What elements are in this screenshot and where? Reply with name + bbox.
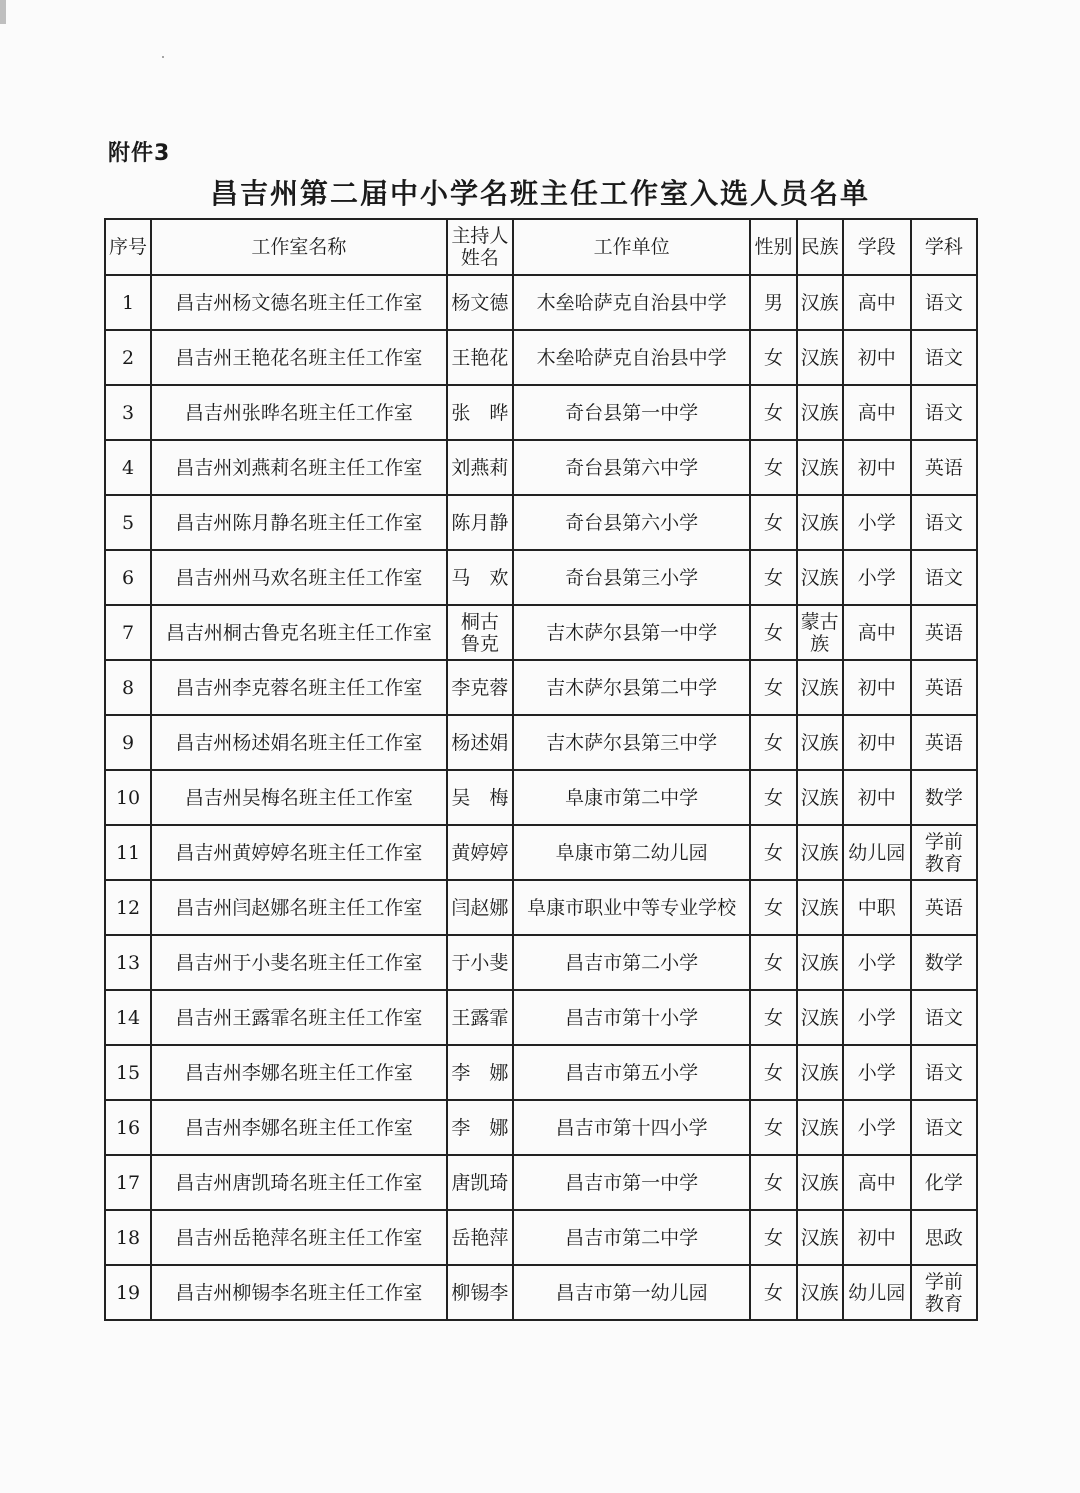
- cell-studio: 昌吉州王艳花名班主任工作室: [151, 330, 447, 385]
- cell-ethnicity-line1: 蒙古: [800, 610, 839, 633]
- cell-ethnicity: [797, 605, 843, 660]
- roster-table: [104, 218, 978, 1321]
- cell-subject: 语文: [911, 275, 977, 330]
- cell-studio: 昌吉州李克蓉名班主任工作室: [151, 660, 447, 715]
- cell-subject: 语文: [911, 1045, 977, 1100]
- cell-stage: 初中: [843, 660, 911, 715]
- cell-subject: 数学: [911, 770, 977, 825]
- cell-unit: 奇台县第三小学: [513, 550, 751, 605]
- cell-host-line1: 桐古: [460, 610, 499, 633]
- cell-stage: 中职: [843, 880, 911, 935]
- cell-subject-line1: 学前: [924, 1270, 963, 1293]
- cell-stage: 高中: [843, 385, 911, 440]
- table-row: [105, 990, 977, 1045]
- cell-unit: 吉木萨尔县第二中学: [513, 660, 751, 715]
- cell-host: 王露霏: [447, 990, 513, 1045]
- cell-ethnicity-line2: 族: [810, 632, 830, 655]
- cell-stage: 高中: [843, 605, 911, 660]
- cell-subject: 英语: [911, 440, 977, 495]
- cell-unit: 奇台县第六小学: [513, 495, 751, 550]
- cell-host: 李 娜: [447, 1045, 513, 1100]
- cell-gender: 女: [750, 990, 796, 1045]
- cell-host: 吴 梅: [447, 770, 513, 825]
- table-row: [105, 605, 977, 660]
- table-row: [105, 440, 977, 495]
- header-host: [447, 219, 513, 275]
- cell-unit: 阜康市职业中等专业学校: [513, 880, 751, 935]
- cell-unit: 昌吉市第二小学: [513, 935, 751, 990]
- cell-subject-line2: 教育: [924, 1292, 963, 1315]
- cell-seq: 9: [105, 715, 151, 770]
- cell-ethnicity: 汉族: [797, 1100, 843, 1155]
- cell-gender: 女: [750, 770, 796, 825]
- cell-unit: 昌吉市第一中学: [513, 1155, 751, 1210]
- cell-gender: 女: [750, 495, 796, 550]
- cell-seq: 10: [105, 770, 151, 825]
- cell-studio: 昌吉州桐古鲁克名班主任工作室: [151, 605, 447, 660]
- cell-host: 张 晔: [447, 385, 513, 440]
- scan-speck: [162, 56, 164, 58]
- cell-ethnicity: 汉族: [797, 385, 843, 440]
- header-unit: 工作单位: [513, 219, 751, 275]
- cell-stage: 小学: [843, 550, 911, 605]
- cell-stage: 高中: [843, 275, 911, 330]
- cell-subject: 数学: [911, 935, 977, 990]
- cell-gender: 女: [750, 1155, 796, 1210]
- cell-studio: 昌吉州张晔名班主任工作室: [151, 385, 447, 440]
- cell-subject-line2: 教育: [924, 852, 963, 875]
- cell-host: [447, 605, 513, 660]
- cell-ethnicity: 汉族: [797, 495, 843, 550]
- cell-gender: 女: [750, 385, 796, 440]
- scan-edge-mark: [0, 0, 6, 24]
- cell-unit: 阜康市第二中学: [513, 770, 751, 825]
- cell-subject: 语文: [911, 385, 977, 440]
- cell-gender: 女: [750, 550, 796, 605]
- table-row: [105, 770, 977, 825]
- cell-seq: 16: [105, 1100, 151, 1155]
- table-row: [105, 1155, 977, 1210]
- header-gender: 性别: [750, 219, 796, 275]
- cell-seq: 6: [105, 550, 151, 605]
- cell-studio: 昌吉州李娜名班主任工作室: [151, 1045, 447, 1100]
- cell-studio: 昌吉州闫赵娜名班主任工作室: [151, 880, 447, 935]
- cell-studio: 昌吉州黄婷婷名班主任工作室: [151, 825, 447, 880]
- cell-studio: 昌吉州杨述娟名班主任工作室: [151, 715, 447, 770]
- cell-ethnicity: 汉族: [797, 825, 843, 880]
- cell-ethnicity: 汉族: [797, 1210, 843, 1265]
- cell-seq: 19: [105, 1265, 151, 1320]
- table-row: [105, 880, 977, 935]
- cell-subject: 语文: [911, 990, 977, 1045]
- cell-ethnicity: 汉族: [797, 330, 843, 385]
- cell-stage: 初中: [843, 715, 911, 770]
- cell-host: 杨述娟: [447, 715, 513, 770]
- cell-gender: 女: [750, 935, 796, 990]
- cell-stage: 初中: [843, 770, 911, 825]
- cell-host: 于小斐: [447, 935, 513, 990]
- cell-seq: 8: [105, 660, 151, 715]
- cell-subject: 思政: [911, 1210, 977, 1265]
- cell-subject: 语文: [911, 1100, 977, 1155]
- table-row: [105, 1100, 977, 1155]
- table-row: [105, 1265, 977, 1320]
- cell-gender: 女: [750, 1045, 796, 1100]
- cell-seq: 1: [105, 275, 151, 330]
- cell-studio: 昌吉州杨文德名班主任工作室: [151, 275, 447, 330]
- cell-unit: 昌吉市第二中学: [513, 1210, 751, 1265]
- cell-unit: 木垒哈萨克自治县中学: [513, 330, 751, 385]
- cell-seq: 13: [105, 935, 151, 990]
- cell-unit: 昌吉市第十小学: [513, 990, 751, 1045]
- cell-ethnicity: 汉族: [797, 1155, 843, 1210]
- cell-host: 刘燕莉: [447, 440, 513, 495]
- cell-ethnicity: 汉族: [797, 440, 843, 495]
- cell-stage: 小学: [843, 1100, 911, 1155]
- cell-ethnicity: 汉族: [797, 990, 843, 1045]
- cell-gender: 女: [750, 660, 796, 715]
- cell-stage: 小学: [843, 935, 911, 990]
- cell-subject-line1: 学前: [924, 830, 963, 853]
- cell-ethnicity: 汉族: [797, 935, 843, 990]
- cell-studio: 昌吉州柳锡李名班主任工作室: [151, 1265, 447, 1320]
- table-row: [105, 550, 977, 605]
- header-stage: 学段: [843, 219, 911, 275]
- cell-ethnicity: 汉族: [797, 880, 843, 935]
- cell-studio: 昌吉州吴梅名班主任工作室: [151, 770, 447, 825]
- header-ethnicity: 民族: [797, 219, 843, 275]
- cell-gender: 女: [750, 715, 796, 770]
- cell-host: 李 娜: [447, 1100, 513, 1155]
- cell-stage: 高中: [843, 1155, 911, 1210]
- cell-subject: 语文: [911, 330, 977, 385]
- cell-studio: 昌吉州于小斐名班主任工作室: [151, 935, 447, 990]
- cell-seq: 11: [105, 825, 151, 880]
- cell-studio: 昌吉州刘燕莉名班主任工作室: [151, 440, 447, 495]
- cell-studio: 昌吉州陈月静名班主任工作室: [151, 495, 447, 550]
- cell-unit: 木垒哈萨克自治县中学: [513, 275, 751, 330]
- cell-subject: 英语: [911, 880, 977, 935]
- cell-unit: 吉木萨尔县第三中学: [513, 715, 751, 770]
- attachment-label: 附件3: [108, 141, 171, 166]
- table-row: [105, 935, 977, 990]
- cell-unit: 吉木萨尔县第一中学: [513, 605, 751, 660]
- cell-host: 杨文德: [447, 275, 513, 330]
- cell-studio: 昌吉州李娜名班主任工作室: [151, 1100, 447, 1155]
- cell-seq: 2: [105, 330, 151, 385]
- cell-ethnicity: 汉族: [797, 715, 843, 770]
- cell-seq: 18: [105, 1210, 151, 1265]
- cell-host: 陈月静: [447, 495, 513, 550]
- cell-subject: 英语: [911, 605, 977, 660]
- cell-gender: 女: [750, 1100, 796, 1155]
- cell-unit: 奇台县第六中学: [513, 440, 751, 495]
- cell-ethnicity: 汉族: [797, 550, 843, 605]
- cell-unit: 昌吉市第五小学: [513, 1045, 751, 1100]
- cell-host: 闫赵娜: [447, 880, 513, 935]
- cell-host: 李克蓉: [447, 660, 513, 715]
- cell-stage: 幼儿园: [843, 1265, 911, 1320]
- cell-stage: 小学: [843, 990, 911, 1045]
- cell-gender: 女: [750, 1265, 796, 1320]
- cell-ethnicity: 汉族: [797, 1265, 843, 1320]
- cell-seq: 4: [105, 440, 151, 495]
- cell-unit: 昌吉市第十四小学: [513, 1100, 751, 1155]
- cell-seq: 3: [105, 385, 151, 440]
- cell-seq: 14: [105, 990, 151, 1045]
- cell-studio: 昌吉州王露霏名班主任工作室: [151, 990, 447, 1045]
- table-header-row: [105, 219, 977, 275]
- document-title: 昌吉州第二届中小学名班主任工作室入选人员名单: [209, 177, 870, 210]
- cell-subject: 英语: [911, 715, 977, 770]
- header-host-line1: 主持人: [451, 225, 509, 247]
- cell-host: 王艳花: [447, 330, 513, 385]
- cell-gender: 女: [750, 605, 796, 660]
- cell-gender: 女: [750, 440, 796, 495]
- table-row: [105, 495, 977, 550]
- cell-seq: 17: [105, 1155, 151, 1210]
- cell-host: 黄婷婷: [447, 825, 513, 880]
- table-row: [105, 385, 977, 440]
- cell-unit: 昌吉市第一幼儿园: [513, 1265, 751, 1320]
- cell-gender: 女: [750, 1210, 796, 1265]
- cell-studio: 昌吉州唐凯琦名班主任工作室: [151, 1155, 447, 1210]
- table-row: [105, 825, 977, 880]
- cell-studio: 昌吉州岳艳萍名班主任工作室: [151, 1210, 447, 1265]
- table-row: [105, 1045, 977, 1100]
- cell-seq: 12: [105, 880, 151, 935]
- cell-studio: 昌吉州州马欢名班主任工作室: [151, 550, 447, 605]
- cell-subject: 语文: [911, 495, 977, 550]
- cell-subject: 化学: [911, 1155, 977, 1210]
- cell-ethnicity: 汉族: [797, 660, 843, 715]
- cell-gender: 女: [750, 880, 796, 935]
- cell-host: 马 欢: [447, 550, 513, 605]
- cell-ethnicity: 汉族: [797, 1045, 843, 1100]
- cell-stage: 初中: [843, 330, 911, 385]
- cell-subject: [911, 1265, 977, 1320]
- cell-ethnicity: 汉族: [797, 275, 843, 330]
- table-row: [105, 330, 977, 385]
- header-subject: 学科: [911, 219, 977, 275]
- header-seq: 序号: [105, 219, 151, 275]
- cell-unit: 奇台县第一中学: [513, 385, 751, 440]
- cell-stage: 初中: [843, 1210, 911, 1265]
- cell-unit: 阜康市第二幼儿园: [513, 825, 751, 880]
- cell-gender: 女: [750, 825, 796, 880]
- cell-subject: 英语: [911, 660, 977, 715]
- cell-ethnicity: 汉族: [797, 770, 843, 825]
- cell-host: 岳艳萍: [447, 1210, 513, 1265]
- cell-gender: 男: [750, 275, 796, 330]
- table-row: [105, 275, 977, 330]
- cell-gender: 女: [750, 330, 796, 385]
- table-row: [105, 1210, 977, 1265]
- table-row: [105, 660, 977, 715]
- cell-seq: 5: [105, 495, 151, 550]
- cell-stage: 小学: [843, 495, 911, 550]
- cell-seq: 7: [105, 605, 151, 660]
- cell-stage: 初中: [843, 440, 911, 495]
- cell-host: 柳锡李: [447, 1265, 513, 1320]
- cell-subject: [911, 825, 977, 880]
- cell-host-line2: 鲁克: [460, 632, 499, 655]
- cell-stage: 小学: [843, 1045, 911, 1100]
- header-host-line2: 姓名: [460, 247, 499, 269]
- cell-stage: 幼儿园: [843, 825, 911, 880]
- table-row: [105, 715, 977, 770]
- cell-subject: 语文: [911, 550, 977, 605]
- cell-host: 唐凯琦: [447, 1155, 513, 1210]
- header-studio: 工作室名称: [151, 219, 447, 275]
- cell-seq: 15: [105, 1045, 151, 1100]
